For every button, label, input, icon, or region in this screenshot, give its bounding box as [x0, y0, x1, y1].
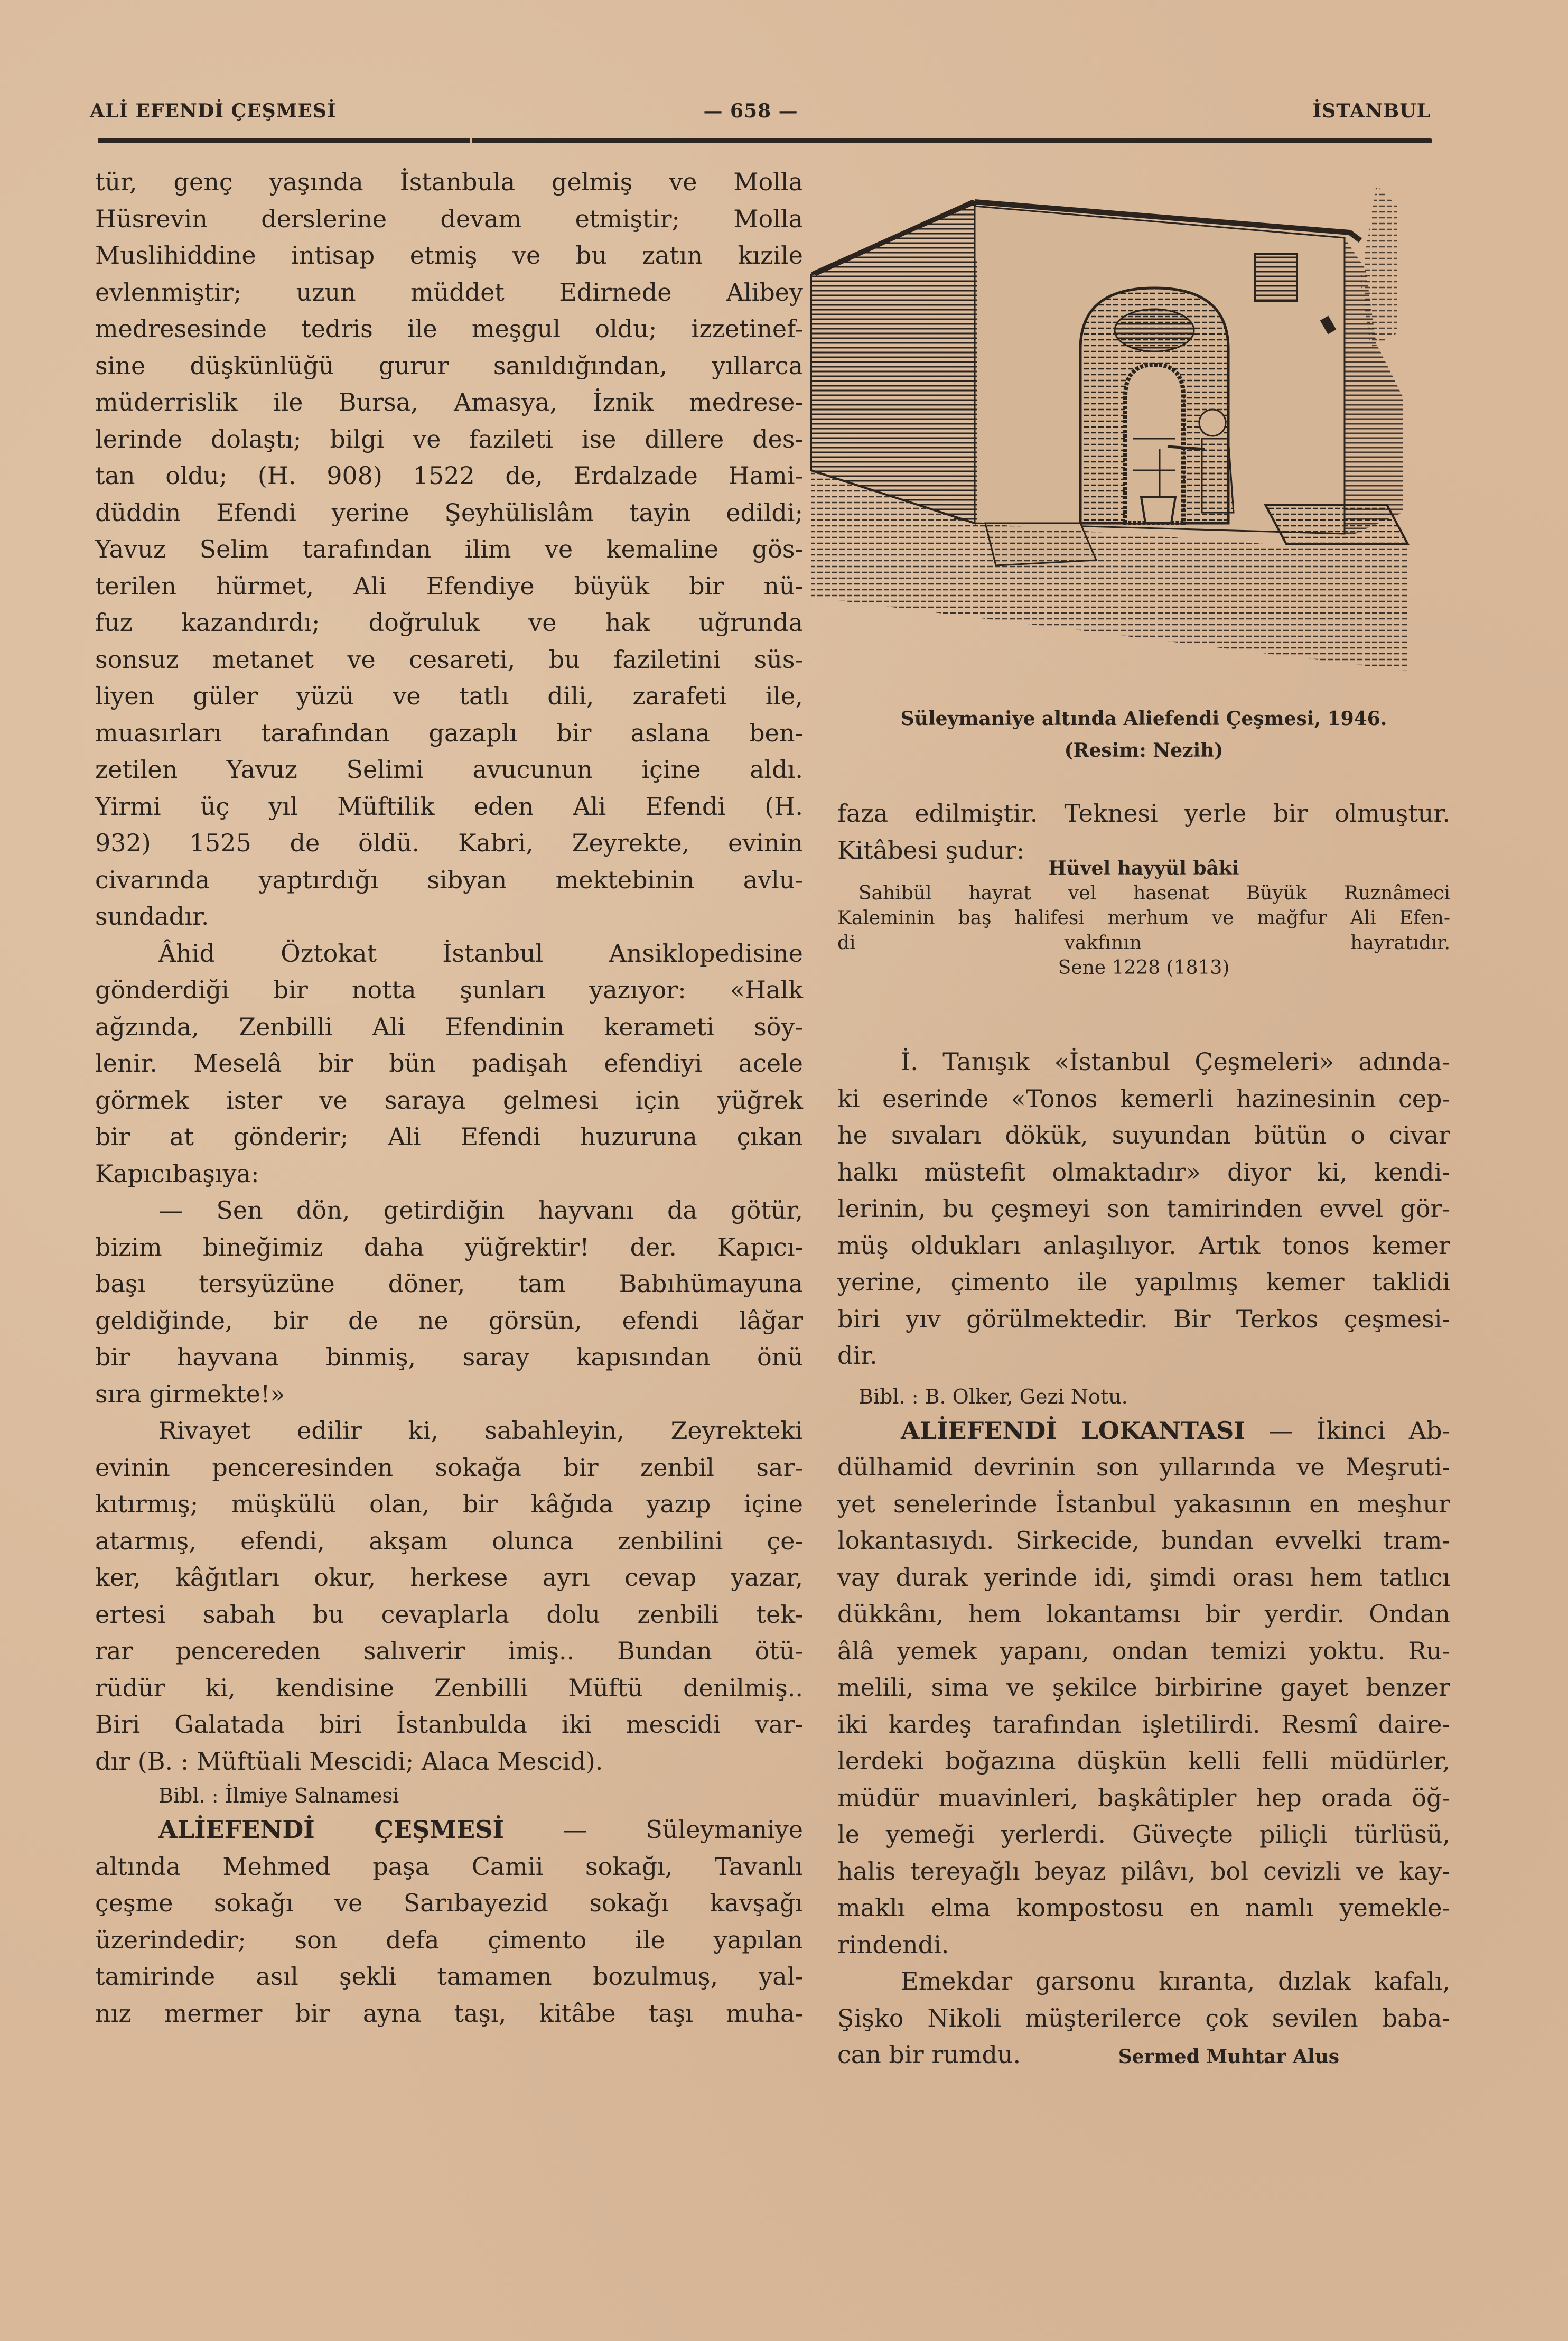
header-rule [98, 138, 1432, 143]
paragraph-biography [95, 164, 803, 935]
text-line: di vakfının hayratıdır. [837, 932, 1450, 954]
header-entry-title: ALİ EFENDİ ÇEŞMESİ [90, 100, 337, 122]
paragraph-oztokat-note [95, 935, 803, 1193]
text-line: Yavuz Selim tarafından ilim ve kemaline gös- [95, 535, 803, 563]
closing-text: can bir rumdu. [837, 2040, 1021, 2069]
text-line: Şişko Nikoli müşterilerce çok sevilen baba- [837, 2003, 1450, 2032]
text-line: fuz kazandırdı; doğruluk ve hak uğrunda [95, 608, 803, 637]
entry-aliefendi-lokantasi [837, 1413, 1450, 1964]
right-column [837, 1044, 1450, 2076]
text-line: terilen hürmet, Ali Efendiye büyük bir nü- [95, 571, 803, 600]
text-line: gönderdiği bir notta şunları yazıyor: «Halk [95, 976, 803, 1004]
caption-credit: (Resim: Nezih) [1064, 739, 1224, 761]
text-line: melili, sima ve şekilce birbirine gayet benzer [837, 1673, 1450, 1702]
text-line: sonsuz metanet ve cesareti, bu faziletini süs- [95, 645, 803, 674]
text-line: Emekdar garsonu kıranta, dızlak kafalı, [901, 1967, 1450, 1995]
entry-aliefendi-cesmesi [95, 1812, 803, 2032]
entry-first-line [95, 1812, 803, 1848]
text-line: sundadır. [95, 902, 209, 931]
text-line: kıtırmış; müşkülü olan, bir kâğıda yazıp içine [95, 1490, 803, 1518]
text-line: rar pencereden salıverir imiş.. Bundan ötü- [95, 1637, 803, 1665]
figure-caption [837, 703, 1450, 766]
closing-line [837, 2037, 1450, 2076]
text-line: rindendi. [837, 1930, 949, 1959]
entry-first-line-rest: Süleymaniye [646, 1815, 804, 1844]
entry-title: ALİEFENDİ ÇEŞMESİ [158, 1815, 504, 1844]
paragraph-tanisik [837, 1044, 1450, 1374]
text-line: dır (B. : Müftüali Mescidi; Alaca Mescid). [95, 1747, 603, 1776]
text-line: yet senelerinde İstanbul yakasının en meşhur [837, 1489, 1450, 1518]
text-line: Biri Galatada biri İstanbulda iki mescidi var- [95, 1710, 803, 1739]
text-line: maklı elma kompostosu en namlı yemekle- [837, 1893, 1450, 1922]
text-line: Rivayet edilir ki, sabahleyin, Zeyrekteki [158, 1416, 803, 1445]
text-line: liyen güler yüzü ve tatlı dili, zarafeti ile, [95, 682, 803, 710]
text-line: Kaleminin baş halifesi merhum ve mağfur Ali Efen- [837, 907, 1450, 929]
left-column [95, 164, 803, 2032]
entry-first-line-rest: İkinci Ab- [1316, 1416, 1451, 1445]
text-line: müş oldukları anlaşılıyor. Artık tonos kemer [837, 1231, 1450, 1260]
text-line: halkı müstefit olmaktadır» diyor ki, kendi- [837, 1157, 1450, 1186]
text-line: dülhamid devrinin son yıllarında ve Meşruti- [837, 1453, 1450, 1481]
text-line: le yemeği yerlerdi. Güveçte piliçli türlüsü, [837, 1820, 1450, 1848]
text-line: Yirmi üç yıl Müftilik eden Ali Efendi (H. [95, 792, 803, 821]
text-line: biri yıv görülmektedir. Bir Terkos çeşmesi- [837, 1304, 1450, 1333]
text-line: Sahibül hayrat vel hasenat Büyük Ruznâmeci [858, 882, 1450, 904]
entry-dash: — [563, 1815, 587, 1844]
bibliography-ilmiye: Bibl. : İlmiye Salnamesi [158, 1784, 399, 1807]
text-line: altında Mehmed paşa Camii sokağı, Tavanlı [95, 1852, 803, 1881]
text-line: medresesinde tedris ile meşgul oldu; izzetinef- [95, 314, 803, 343]
inscription-date: Sene 1228 (1813) [1058, 957, 1230, 979]
text-line: âlâ yemek yapanı, ondan temizi yoktu. Ru- [837, 1636, 1450, 1665]
text-line: görmek ister ve saraya gelmesi için yüğrek [95, 1085, 803, 1114]
text-line: düddin Efendi yerine Şeyhülislâm tayin edildi; [95, 498, 803, 527]
text-line: rüdür ki, kendisine Zenbilli Müftü denilmiş.. [95, 1673, 803, 1702]
text-line: tür, genç yaşında İstanbula gelmiş ve Molla [95, 168, 803, 196]
header-city: İSTANBUL [1312, 100, 1431, 122]
text-line: çeşme sokağı ve Sarıbayezid sokağı kavşağı [95, 1889, 803, 1917]
author-signature: Sermed Muhtar Alus [1118, 2046, 1340, 2068]
page-number: — 658 — [703, 100, 798, 122]
text-line: yerine, çimento ile yapılmış kemer taklidi [837, 1268, 1450, 1296]
text-line: halis tereyağlı beyaz pilâvı, bol cevizli ve kay- [837, 1856, 1450, 1885]
text-line: — Sen dön, getirdiğin hayvanı da götür, [158, 1196, 803, 1224]
text-line: lokantasıydı. Sirkecide, bundan evvelki tram- [837, 1526, 1450, 1555]
text-line: muasırları tarafından gazaplı bir aslana ben- [95, 718, 803, 747]
text-line: Kapıcıbaşıya: [95, 1159, 259, 1188]
text-line: atarmış, efendi, akşam olunca zenbilini çe- [95, 1526, 803, 1555]
text-line: civarında yaptırdığı sibyan mektebinin avlu- [95, 865, 803, 894]
text-line: Muslihiddine intisap etmiş ve bu zatın kızile [95, 241, 803, 270]
text-line: dir. [837, 1341, 878, 1370]
entry-title: ALİEFENDİ LOKANTASI [901, 1416, 1245, 1445]
text-line: ki eserinde «Tonos kemerli hazinesinin cep- [837, 1084, 1450, 1113]
text-line: sıra girmekte!» [95, 1379, 285, 1408]
text-line: başı tersyüzüne döner, tam Babıhümayuna [95, 1269, 803, 1298]
text-line: evlenmiştir; uzun müddet Edirnede Alibey [95, 277, 803, 306]
text-line: dükkânı, hem lokantamsı bir yerdir. Ondan [837, 1600, 1450, 1628]
text-line: bir hayvana binmiş, saray kapısından önü [95, 1343, 803, 1371]
text-line: üzerindedir; son defa çimento ile yapılan [95, 1925, 803, 1954]
text-line: ağzında, Zenbilli Ali Efendinin kerameti söy- [95, 1012, 803, 1041]
text-line: bir at gönderir; Ali Efendi huzuruna çıkan [95, 1122, 803, 1151]
text-line: lerinin, bu çeşmeyi son tamirinden evvel gör- [837, 1194, 1450, 1223]
caption-line-1: Süleymaniye altında Aliefendi Çeşmesi, 1946. [900, 708, 1387, 730]
inscription-title: Hüvel hayyül bâki [1048, 857, 1239, 879]
text-line: ker, kâğıtları okur, herkese ayrı cevap yazar, [95, 1563, 803, 1592]
text-line: vay durak yerinde idi, şimdi orası hem tatlıcı [837, 1563, 1450, 1592]
text-line: he sıvaları dökük, suyundan bütün o civar [837, 1121, 1450, 1149]
text-line: iki kardeş tarafından işletilirdi. Resmî daire- [837, 1710, 1450, 1739]
text-line: müderrislik ile Bursa, Amasya, İznik medrese- [95, 388, 803, 416]
text-line: müdür muavinleri, başkâtipler hep orada öğ- [837, 1783, 1450, 1812]
fountain-engraving-icon [795, 174, 1440, 692]
text-line: İ. Tanışık «İstanbul Çeşmeleri» adında- [901, 1047, 1450, 1076]
text-line: tan oldu; (H. 908) 1522 de, Erdalzade Hami- [95, 461, 803, 490]
text-line: bizim bineğimiz daha yüğrektir! der. Kapıcı- [95, 1232, 803, 1261]
text-line: geldiğinde, bir de ne görsün, efendi lâğar [95, 1306, 803, 1335]
text-line: Hüsrevin derslerine devam etmiştir; Molla [95, 204, 803, 233]
running-header [90, 95, 1431, 127]
paragraph-zenbil-legend [95, 1413, 803, 1780]
text-line: lenir. Meselâ bir bün padişah efendiyi acele [95, 1049, 803, 1077]
text-line: Âhid Öztokat İstanbul Ansiklopedisine [158, 939, 803, 968]
text-line: lerinde dolaştı; bilgi ve fazileti ise dillere des- [95, 424, 803, 453]
text-line: zetilen Yavuz Selimi avucunun içine aldı. [95, 755, 803, 784]
text-line: 932) 1525 de öldü. Kabri, Zeyrekte, evinin [95, 829, 803, 857]
text-line: lerdeki boğazına düşkün kelli felli müdürler, [837, 1747, 1450, 1775]
text-line: evinin penceresinden sokağa bir zenbil sar- [95, 1453, 803, 1482]
fountain-illustration [795, 174, 1440, 692]
text-line: Kitâbesi şudur: [837, 835, 1025, 865]
kitabe-inscription [837, 856, 1450, 980]
text-line: faza edilmiştir. Teknesi yerle bir olmuştur. [837, 799, 1450, 828]
entry-dash: — [1268, 1416, 1293, 1445]
bibliography-olker: Bibl. : B. Olker, Gezi Notu. [858, 1385, 1128, 1408]
entry-first-line [837, 1413, 1450, 1450]
text-line: sine düşkünlüğü gurur sanıldığından, yıllarca [95, 351, 803, 380]
text-line: ertesi sabah bu cevaplarla dolu zenbili tek- [95, 1600, 803, 1629]
text-line: tamirinde asıl şekli tamamen bozulmuş, yal- [95, 1962, 803, 1991]
text-line: nız mermer bir ayna taşı, kitâbe taşı muha- [95, 1999, 803, 2028]
paragraph-dialogue [95, 1192, 803, 1413]
paragraph-nikoli [837, 1963, 1450, 2037]
